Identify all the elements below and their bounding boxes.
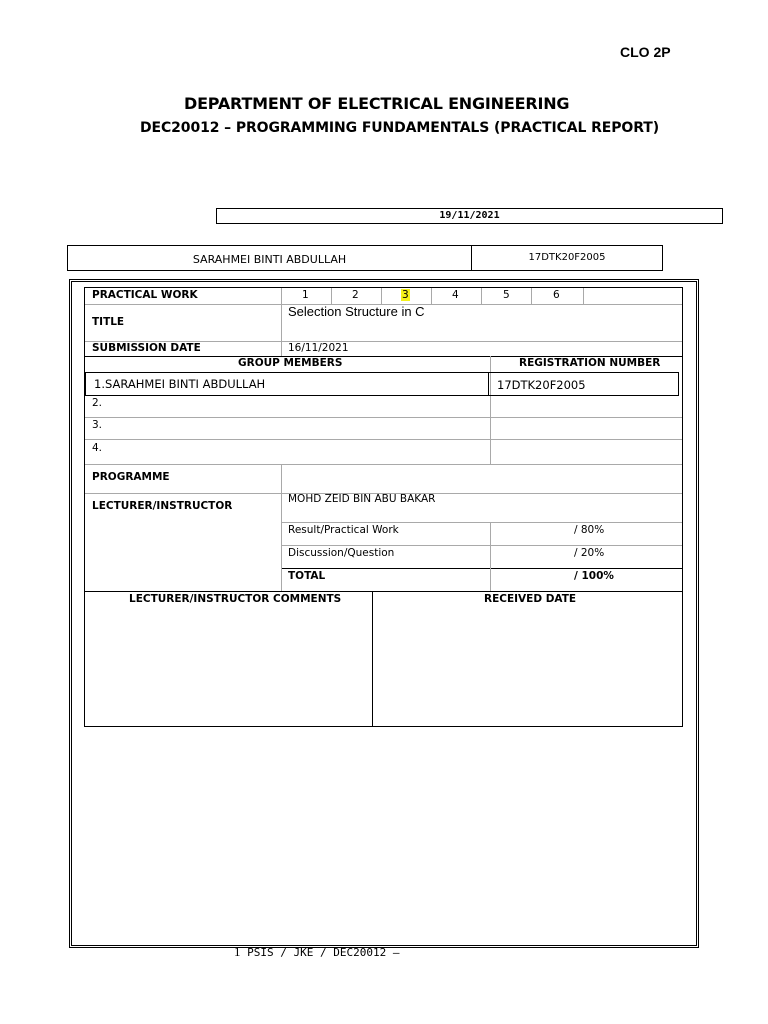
- title-value: Selection Structure in C: [288, 304, 425, 319]
- submission-date-label: SUBMISSION DATE: [92, 342, 201, 354]
- marks-result-value: / 80%: [574, 524, 605, 536]
- marks-result-label: Result/Practical Work: [288, 524, 399, 536]
- marks-total-value: / 100%: [574, 570, 614, 582]
- received-date-header: RECEIVED DATE: [484, 593, 577, 605]
- lecturer-label: LECTURER/INSTRUCTOR: [92, 500, 233, 512]
- practical-number-2: 2: [352, 289, 359, 301]
- programme-label: PROGRAMME: [92, 471, 170, 483]
- footer-text: PSIS / JKE / DEC20012 –: [247, 946, 400, 959]
- registration-number-header: REGISTRATION NUMBER: [519, 357, 661, 369]
- department-title: DEPARTMENT OF ELECTRICAL ENGINEERING: [184, 94, 570, 113]
- page-number: 1: [234, 944, 241, 959]
- practical-number-1: 1: [302, 289, 309, 301]
- clo-label: CLO 2P: [620, 44, 671, 60]
- member-1-reg: 17DTK20F2005: [497, 378, 586, 392]
- submission-date-value: 16/11/2021: [288, 342, 349, 354]
- practical-number-3-selected: 3: [402, 289, 409, 301]
- member-2-name: 2.: [92, 397, 103, 409]
- course-title: DEC20012 – PROGRAMMING FUNDAMENTALS (PRACTICAL REPORT): [140, 120, 660, 136]
- practical-work-label: PRACTICAL WORK: [92, 289, 198, 301]
- marks-discussion-value: / 20%: [574, 547, 605, 559]
- practical-number-5: 5: [503, 289, 510, 301]
- lecturer-value: MOHD ZEID BIN ABU BAKAR: [288, 493, 436, 505]
- marks-total-label: TOTAL: [288, 570, 326, 582]
- comments-header: LECTURER/INSTRUCTOR COMMENTS: [129, 593, 342, 605]
- page-footer: [234, 944, 399, 960]
- member-4-name: 4.: [92, 442, 103, 454]
- practical-number-4: 4: [452, 289, 459, 301]
- marks-discussion-label: Discussion/Question: [288, 547, 395, 559]
- student-id-field: 17DTK20F2005: [471, 245, 663, 271]
- group-members-header: GROUP MEMBERS: [238, 357, 343, 369]
- member-3-name: 3.: [92, 419, 103, 431]
- practical-number-6: 6: [553, 289, 560, 301]
- top-date-field: 19/11/2021: [216, 208, 723, 224]
- student-name-field: SARAHMEI BINTI ABDULLAH: [67, 245, 472, 271]
- title-label: TITLE: [92, 316, 125, 328]
- member-1-name: 1.SARAHMEI BINTI ABDULLAH: [94, 377, 266, 391]
